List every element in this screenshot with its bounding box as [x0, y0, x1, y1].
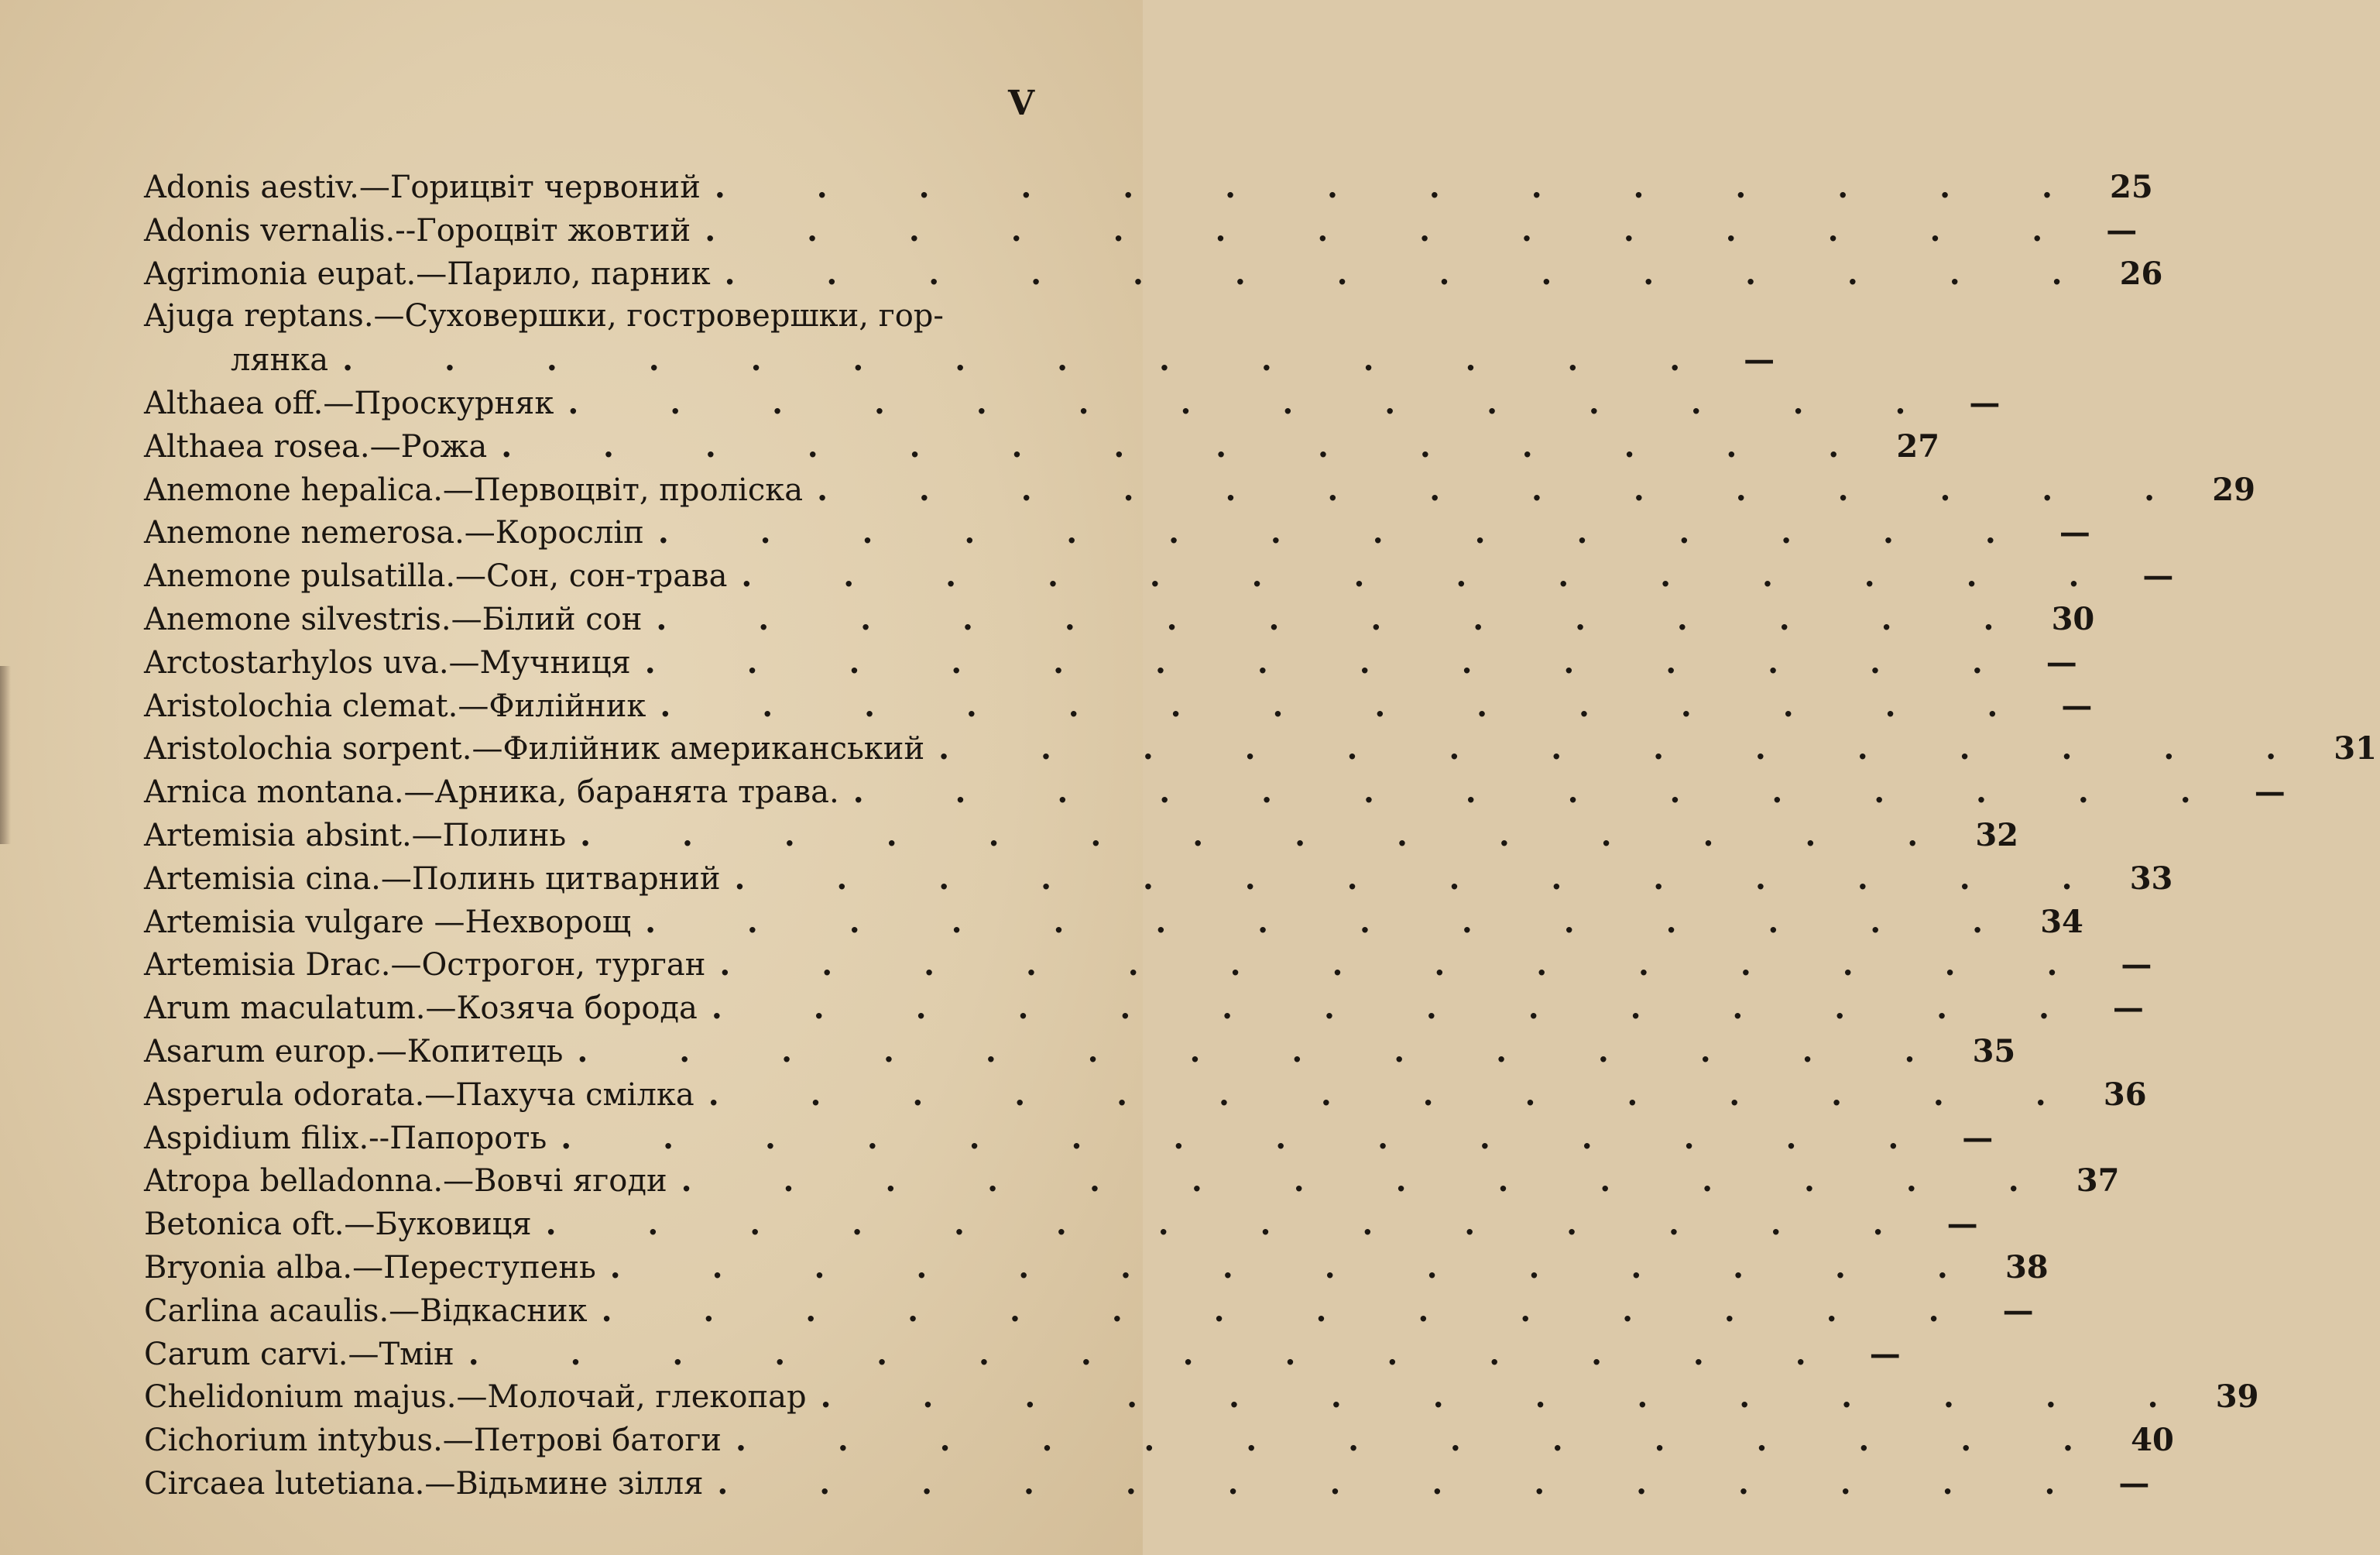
entry-page: — [2059, 514, 2090, 551]
entry-text: Anemone pulsatilla.—Сон, сон-трава [144, 558, 728, 595]
entry-page: — [2046, 644, 2077, 681]
index-entry [144, 425, 1940, 469]
entry-text: Asperula odorata.—Пахуча смілка [144, 1076, 694, 1113]
entry-page: 34 [2040, 903, 2083, 940]
entry-text: Chelidonium majus.—Молочай, глекопар [144, 1379, 807, 1416]
index-entry [144, 1419, 2174, 1462]
entry-page: 40 [2131, 1422, 2174, 1459]
dot-leader: . . . . . . . . . . . . . . [681, 1162, 2059, 1200]
dot-leader: . . . . . . . . . . . . . . [708, 1076, 2087, 1113]
entry-page: — [2002, 1292, 2034, 1329]
entry-text: Cichorium intybus.—Петрові батоги [144, 1423, 722, 1459]
dot-leader: . . . . . . . . . . . . . . [501, 427, 1880, 465]
entry-text: Anemone hepalica.—Первоцвіт, проліска [144, 472, 804, 508]
dot-leader: . . . . . . . . . . . . . . [817, 471, 2196, 508]
index-entry [144, 1117, 1994, 1160]
entry-text: Anemone silvestris.—Білий сон [144, 601, 643, 637]
index-entry [144, 295, 1096, 338]
entry-text: Aspidium filix.--Папороть [144, 1120, 547, 1156]
entry-text: Betonica oft.—Буковиця [144, 1207, 532, 1243]
dot-leader: . . . . . . . . . . . . . . [719, 946, 2098, 983]
entry-text: Circaea lutetiana.—Відьмине зілля [144, 1465, 704, 1502]
dot-leader: . . . . . . . . . . . . . . [645, 903, 2024, 940]
entry-text: Arum maculatum.—Козяча борода [144, 990, 698, 1027]
index-entry [144, 1159, 2120, 1203]
entry-text: Arctostarhylos uva.—Мучниця [144, 644, 631, 681]
index-entry [144, 1203, 1978, 1246]
dot-leader: . . . . . . . . . . . . . . [644, 644, 2023, 681]
entry-text: Adonis vernalis.--Гороцвіт жовтий [144, 212, 691, 249]
index-entry [144, 252, 2163, 296]
entry-page: 30 [2051, 600, 2095, 637]
page-edge-shadow [0, 666, 11, 844]
entry-text: Ajuga reptans.—Суховершки, гостровершки, гор- [144, 298, 944, 335]
index-entry [144, 727, 2377, 771]
dot-leader: . . . . . . . . . . . . . . [711, 990, 2090, 1027]
dot-leader: . . . . . . . . . . . . . . [342, 342, 1721, 379]
dot-leader: . . . . . . . . . . . . . . [938, 730, 2317, 767]
index-entry [144, 209, 2138, 252]
index-entry [144, 1030, 2016, 1073]
entry-text: Aristolochia sorpent.—Филійник американський [144, 731, 925, 767]
index-entry [144, 598, 2095, 641]
dot-leader: . . . . . . . . . . . . . . [735, 1422, 2114, 1459]
index-entry [144, 1289, 2034, 1333]
entry-text: Arnica montana.—Арника, баранята трава. [144, 774, 839, 811]
entry-text: Anemone nemerosa.—Коросліп [144, 515, 644, 551]
index-entry [144, 382, 2001, 425]
entry-page: 35 [1972, 1032, 2016, 1069]
entry-text: Carlina acaulis.—Відкасник [144, 1292, 588, 1329]
index-entry [144, 814, 2018, 857]
entry-page: — [2121, 946, 2152, 983]
dot-leader: . . . . . . . . . . . . . . [468, 1335, 1847, 1372]
index-entry [144, 641, 2077, 685]
entry-page: 32 [1975, 816, 2018, 853]
entry-text: Asarum europ.—Копитець [144, 1033, 564, 1069]
index-entry [144, 901, 2083, 944]
index-entry-continued [144, 338, 1775, 382]
entry-text: Artemisia absint.—Полинь [144, 817, 567, 853]
entry-page: 37 [2076, 1162, 2120, 1200]
entry-page: — [2118, 1464, 2150, 1502]
dot-leader: . . . . . . . . . . . . . . [657, 514, 2036, 551]
index-entry [144, 1375, 2259, 1419]
index-entry [144, 554, 2174, 598]
dot-leader: . . . . . . . . . . . . . . [609, 1248, 1988, 1286]
entry-page: — [1744, 342, 1775, 379]
dot-leader: . . . . . . . . . . . . . . [741, 558, 2120, 595]
dot-leader: . . . . . . . . . . . . . . [601, 1292, 1980, 1329]
dot-leader: . . . . . . . . . . . . . . [714, 169, 2093, 205]
entry-text: Agrimonia eupat.—Парило, парник [144, 256, 711, 292]
entry-page: — [2254, 774, 2286, 811]
dot-leader: . . . . . . . . . . . . . . [545, 1206, 1924, 1243]
entry-text: Adonis aestiv.—Горицвіт червоний [144, 170, 701, 205]
index-entry [144, 857, 2173, 901]
entry-page: 36 [2103, 1076, 2147, 1113]
entry-page: — [1962, 1119, 1994, 1156]
dot-leader: . . . . . . . . . . . . . . [660, 687, 2039, 724]
index-entry [144, 166, 2153, 209]
entry-page: 33 [2129, 860, 2173, 897]
page-number: V [1008, 84, 1036, 123]
index-entry [144, 771, 2286, 814]
entry-page: — [1869, 1335, 1901, 1372]
entry-page: — [2106, 211, 2138, 249]
index-list [144, 166, 2377, 1505]
dot-leader: . . . . . . . . . . . . . . [705, 211, 2083, 249]
index-entry [144, 943, 2152, 987]
dot-leader: . . . . . . . . . . . . . . [577, 1032, 1956, 1069]
entry-text: Artemisia vulgare —Нехворощ [144, 904, 632, 940]
entry-page: 31 [2334, 730, 2377, 767]
index-entry [144, 987, 2144, 1030]
dot-leader: . . . . . . . . . . . . . . [717, 1464, 2096, 1502]
entry-text: Althaea off.—Проскурняк [144, 385, 554, 421]
entry-text: Artemisia cina.—Полинь цитварний [144, 860, 721, 897]
entry-page: 29 [2212, 471, 2255, 508]
entry-text: Carum carvi.—Тмін [144, 1336, 454, 1372]
index-entry [144, 469, 2255, 512]
index-entry [144, 1246, 2049, 1289]
entry-page: 39 [2215, 1378, 2259, 1416]
entry-text: Aristolochia clemat.—Филійник [144, 688, 646, 724]
index-entry [144, 511, 2090, 554]
dot-leader: . . . . . . . . . . . . . . [561, 1119, 1939, 1156]
entry-page: — [2112, 990, 2144, 1027]
index-entry [144, 685, 2093, 728]
dot-leader: . . . . . . . . . . . . . . [734, 860, 2113, 897]
entry-page: — [1946, 1206, 1978, 1243]
index-entry [144, 1462, 2150, 1505]
entry-text: лянка [231, 342, 329, 379]
index-entry [144, 1333, 1901, 1376]
dot-leader: . . . . . . . . . . . . . . [656, 600, 2035, 637]
entry-text: Atropa belladonna.—Вовчі ягоди [144, 1163, 667, 1200]
dot-leader: . . . . . . . . . . . . . . [568, 384, 1946, 421]
dot-leader: . . . . . . . . . . . . . . [724, 255, 2103, 292]
entry-page: 25 [2110, 169, 2153, 205]
entry-page: 27 [1896, 427, 1940, 465]
dot-leader: . . . . . . . . . . . . . . [580, 816, 1959, 853]
entry-page: 38 [2004, 1248, 2049, 1286]
entry-text: Artemisia Drac.—Острогон, турган [144, 947, 706, 983]
index-entry [144, 1073, 2147, 1117]
entry-page: — [1969, 384, 2001, 421]
entry-page: 26 [2119, 255, 2163, 292]
entry-text: Bryonia alba.—Переступень [144, 1249, 596, 1286]
entry-page: — [2142, 558, 2174, 595]
entry-text: Althaea rosea.—Рожа [144, 428, 488, 465]
dot-leader: . . . . . . . . . . . . . . [852, 774, 2231, 811]
entry-page: — [2061, 687, 2093, 724]
dot-leader: . . . . . . . . . . . . . . [820, 1378, 2199, 1416]
